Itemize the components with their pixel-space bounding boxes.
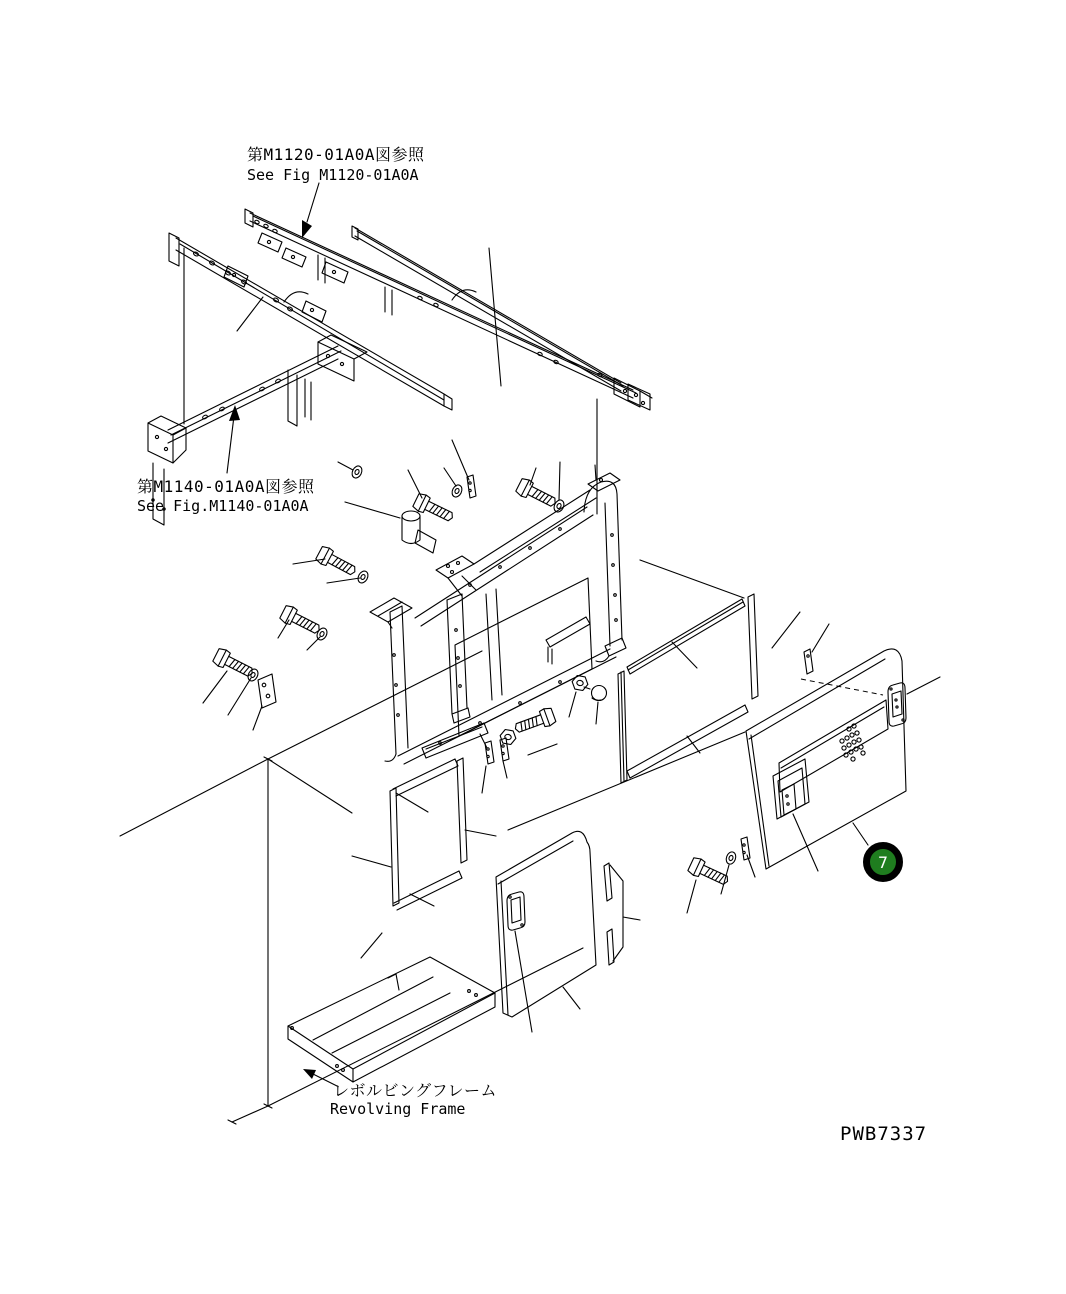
clip [485,741,494,764]
revolving-frame-arrow-line [313,1074,337,1086]
leader-lines [465,830,580,1032]
item-badge-7 [867,846,900,879]
bolt [279,604,323,638]
striker-strip [804,649,813,674]
door-latch [507,892,525,930]
callout-revolving-frame [303,1069,497,1118]
badge-number: 7 [877,853,889,872]
washer [450,483,464,498]
door-panel-right [746,612,940,871]
clip [741,837,750,860]
washer [552,498,566,513]
washer [356,569,370,584]
plug-knob [584,686,607,701]
revolving-frame-arrowhead [303,1069,316,1079]
hinge-bracket [604,863,640,965]
bolt [212,647,256,681]
bolt [412,492,456,526]
callout-m1140-jp: 第M1140-01A0A図参照 [137,477,315,496]
callout-m1120-en: See Fig M1120-01A0A [247,166,419,184]
leader-line [361,933,382,958]
nut [571,675,589,691]
clip [500,738,509,761]
revolving-frame-jp: レボルビングフレーム [333,1081,498,1100]
cylinder-part [402,511,436,553]
drawing-code: PWB7337 [840,1123,928,1145]
callout-m1140-en: See Fig.M1140-01A0A [137,497,309,515]
revolving-frame-en: Revolving Frame [330,1100,466,1118]
perforation-cluster [840,724,865,761]
plate-small [258,674,276,708]
leader-line [489,248,501,386]
rail-upper-right [352,226,652,514]
nut [499,729,517,745]
washer [350,464,364,479]
partition-frame [370,473,626,764]
door-handle-recess [773,759,809,819]
callout-m1120-arrow-line [307,183,319,222]
seal-strip-frame-upper [618,560,758,783]
rail-upper-center [245,209,650,410]
bolt [315,545,359,580]
callout-m1120-jp: 第M1120-01A0A図参照 [247,145,425,164]
seal-strip-frame-lower [352,758,467,910]
bolt [512,706,556,737]
door-panel-middle [465,830,640,1032]
rail-strap [284,292,308,302]
envelope-lines [120,651,745,1124]
washer [725,851,738,866]
leader-line [237,297,263,331]
handle-slot [422,723,488,758]
callout-m1120-arrowhead [302,220,312,238]
grab-handle [546,617,590,664]
leader-lines [640,560,744,753]
callout-m1140-arrow-line [227,416,234,473]
callout-m1140-arrowhead [229,405,240,421]
bolt [687,856,731,889]
bolt [515,477,559,511]
